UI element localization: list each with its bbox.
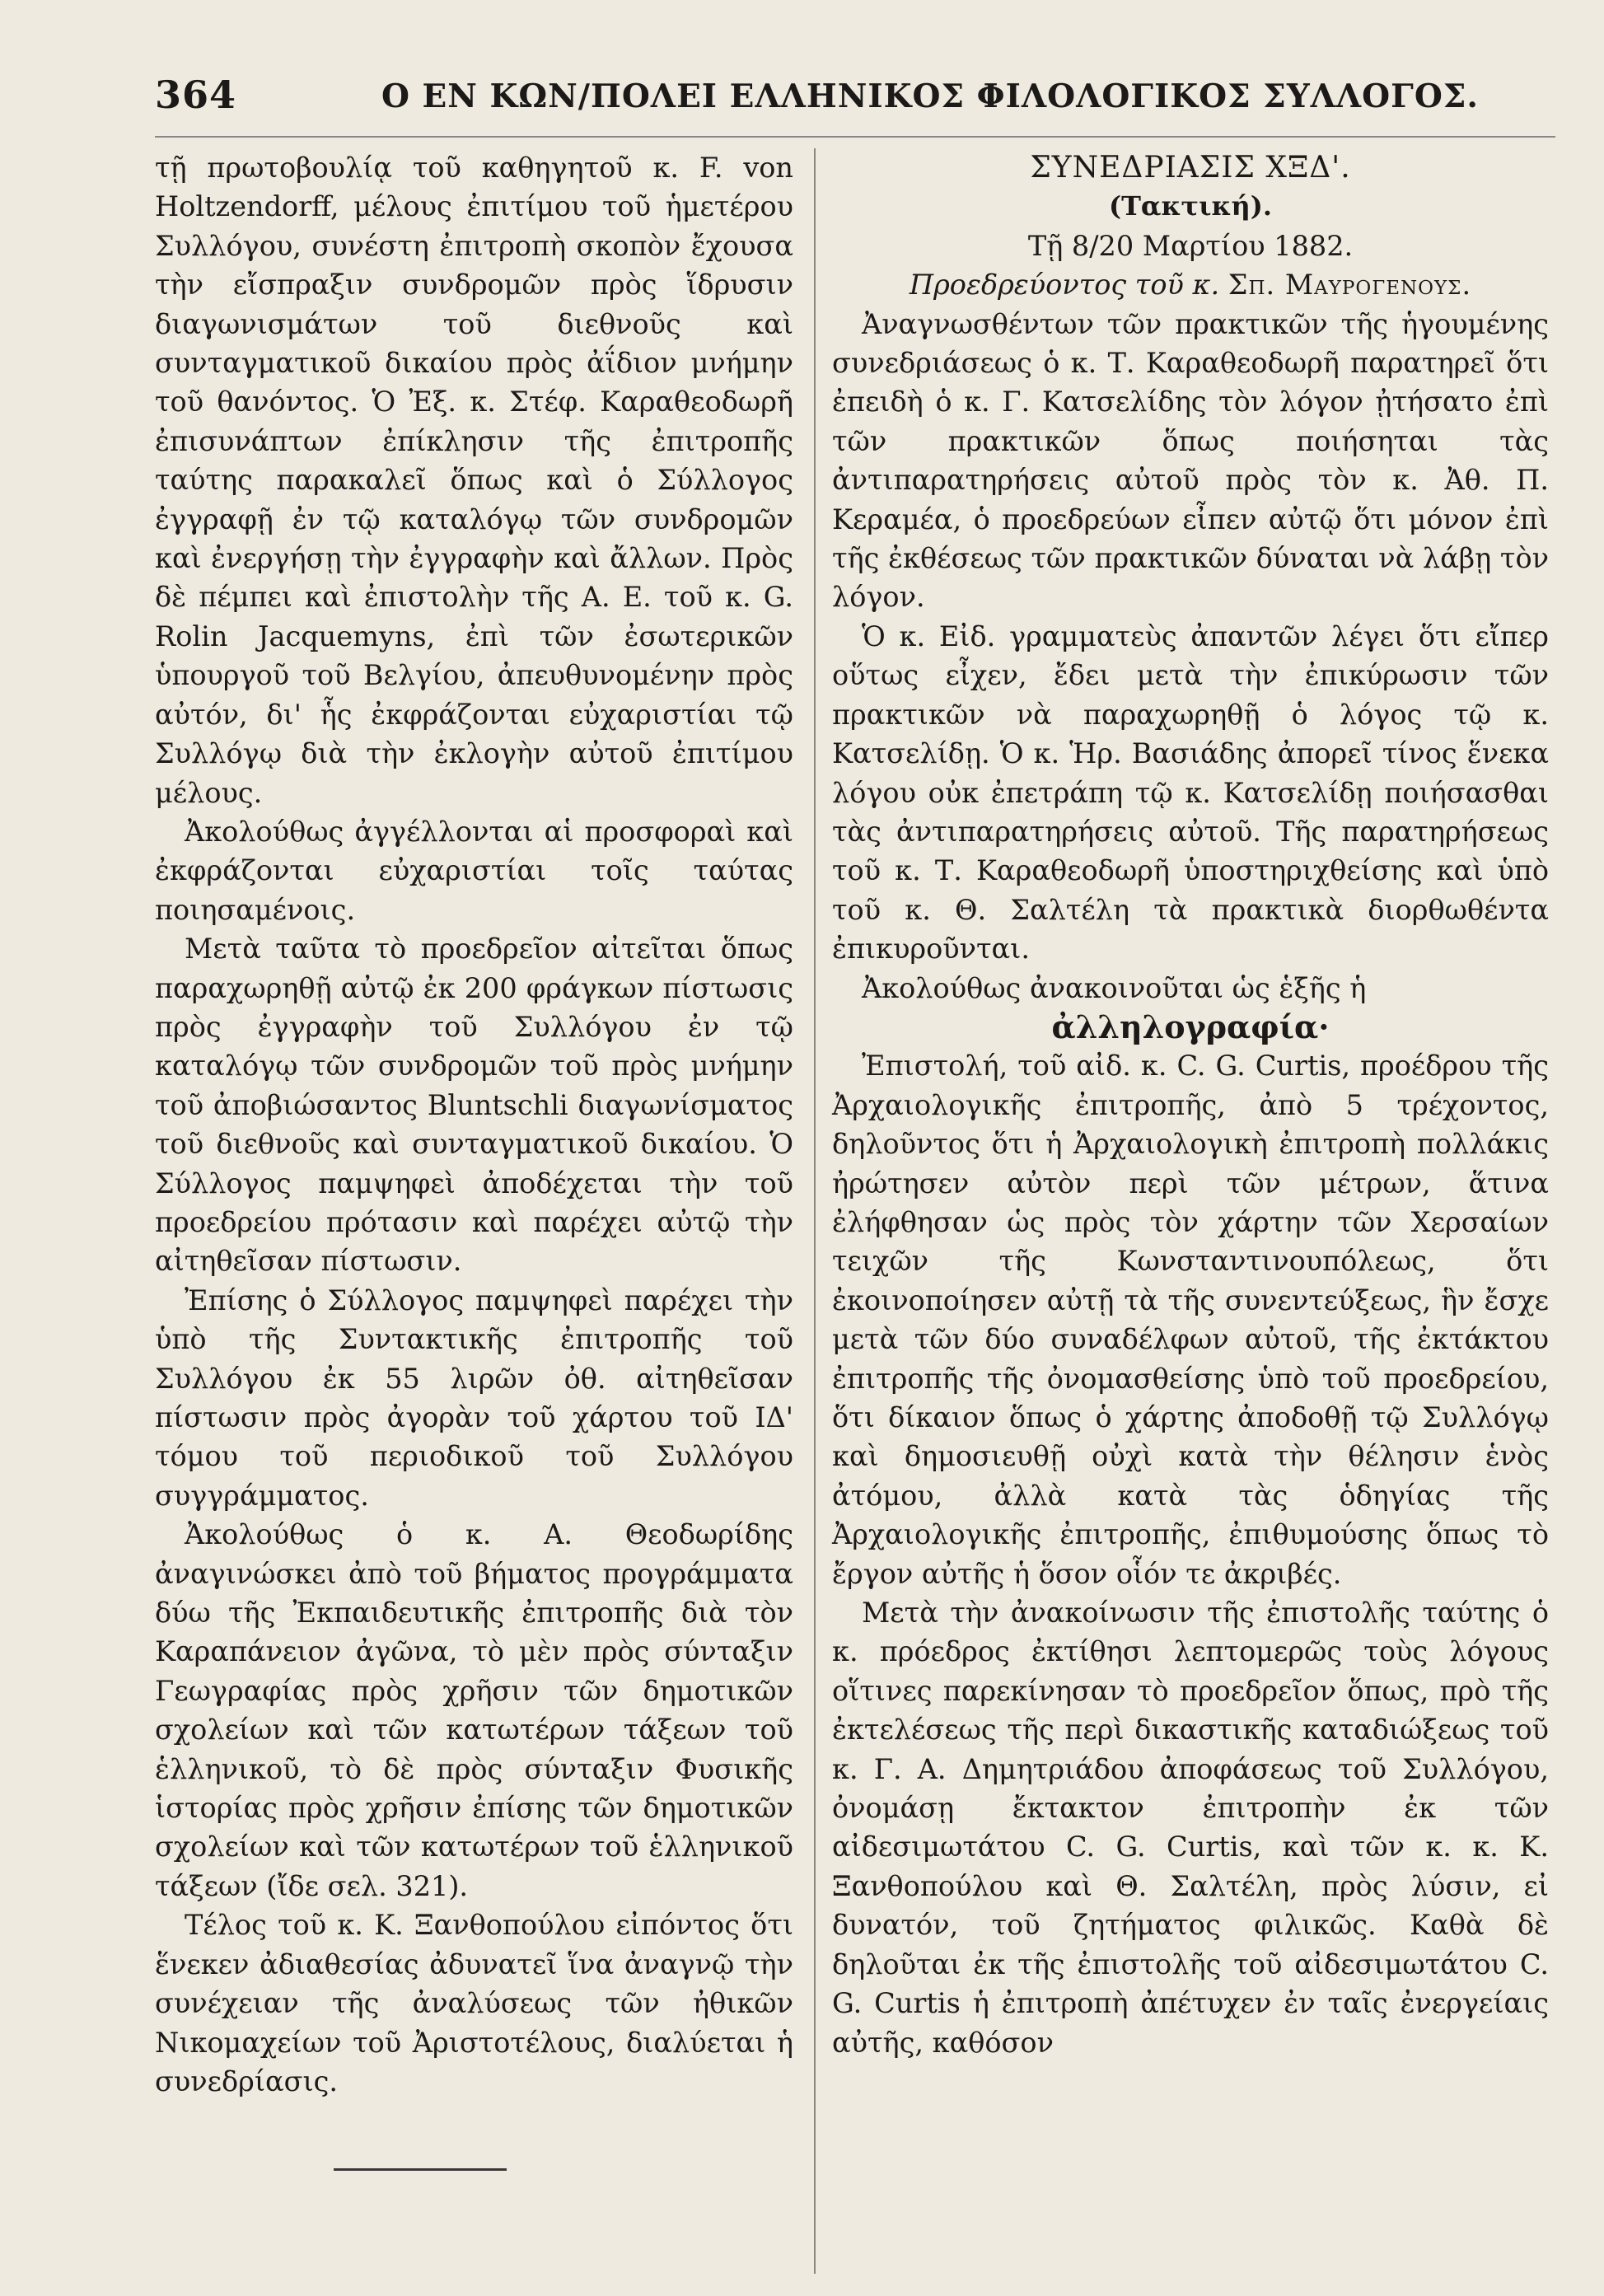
paragraph: Ἀκολούθως ὁ κ. Α. Θεοδωρίδης ἀναγινώσκει ἀπὸ τοῦ βήματος προγράμματα δύω τῆς Ἐκπαιδευτικῆς ἐπιτροπῆς διὰ τὸν Καραπάνειον ἀγῶνα, τὸ μὲν πρὸς σύνταξιν Γεωγραφίας πρὸς χρῆσιν τῶν δημοτικῶν σχολείων καὶ τῶν κατωτέρων τάξεων τοῦ ἑλληνικοῦ, τὸ δὲ πρὸς σύνταξιν Φυσικῆς ἱστορίας πρὸς χρῆσιν ἐπίσης τῶν δημοτικῶν σχολείων καὶ τῶν κατωτέρων τοῦ ἑλληνικοῦ τάξεων (ἴδε σελ. 321). <box>155 1518 793 1902</box>
paragraph: Μετὰ ταῦτα τὸ προεδρεῖον αἰτεῖται ὅπως παραχωρηθῇ αὐτῷ ἐκ 200 φράγκων πίστωσις πρὸς ἐγγραφὴν τοῦ Συλλόγου ἐν τῷ καταλόγῳ τῶν συνδρομῶν τοῦ πρὸς μνήμην τοῦ ἀποβιώσαντος Bluntschli διαγωνίσματος τοῦ διεθνοῦς καὶ συνταγματικοῦ δικαίου. Ὁ Σύλλογος παμψηφεὶ ἀποδέχεται τὴν τοῦ προεδρείου πρότασιν καὶ παρέχει αὐτῷ τὴν αἰτηθεῖσαν πίστωσιν. <box>155 933 793 1278</box>
paragraph: Ἀκολούθως ἀγγέλλονται αἱ προσφοραὶ καὶ ἐκφράζονται εὐχαριστίαι τοῖς ταύτας ποιησαμένοις. <box>155 815 793 926</box>
right-column <box>832 148 1549 2062</box>
left-column <box>155 148 793 2101</box>
session-title: ΣΥΝΕΔΡΙΑΣΙΣ ΧΞΔ'. <box>1030 151 1351 185</box>
paragraph: Ἀναγνωσθέντων τῶν πρακτικῶν τῆς ἡγουμένης συνεδριάσεως ὁ κ. Τ. Καραθεοδωρῆ παρατηρεῖ ὅτι ἐπειδὴ ὁ κ. Γ. Κατσελίδης τὸν λόγον ᾐτήσατο ἐπὶ τῶν πρακτικῶν ὅπως ποιήσηται τὰς ἀντιπαρατηρήσεις αὐτοῦ πρὸς τὸν κ. Ἀθ. Π. Κεραμέα, ὁ προεδρεύων εἶπεν αὐτῷ ὅτι μόνον ἐπὶ τῆς ἐκθέσεως τῶν πρακτικῶν δύναται νὰ λάβῃ τὸν λόγον. <box>832 307 1549 614</box>
presiding-line <box>832 265 1549 304</box>
session-type: (Τακτική). <box>1108 190 1273 222</box>
session-date: Τῇ 8/20 Μαρτίου 1882. <box>1027 229 1354 262</box>
column-divider <box>814 148 816 2274</box>
paragraph: Ἐπίσης ὁ Σύλλογος παμψηφεὶ παρέχει τὴν ὑπὸ τῆς Συντακτικῆς ἐπιτροπῆς τοῦ Συλλόγου ἐκ 55 λιρῶν ὀθ. αἰτηθεῖσαν πίστωσιν πρὸς ἀγορὰν τοῦ χάρτου τοῦ ΙΔ' τόμου τοῦ περιοδικοῦ τοῦ Συλλόγου συγγράμματος. <box>155 1284 793 1512</box>
page-number: 364 <box>155 72 237 117</box>
running-head <box>155 72 1547 130</box>
paragraph: Τέλος τοῦ κ. Κ. Ξανθοπούλου εἰπόντος ὅτι ἕνεκεν ἀδιαθεσίας ἀδυνατεῖ ἵνα ἀναγνῷ τὴν συνέχειαν τῆς ἀναλύσεως τῶν ἠθικῶν Νικομαχείων τοῦ Ἀριστοτέλους, διαλύεται ἡ συνεδρίασις. <box>155 1909 793 2097</box>
paragraph: Ὁ κ. Εἰδ. γραμματεὺς ἀπαντῶν λέγει ὅτι εἴπερ οὕτως εἶχεν, ἔδει μετὰ τὴν ἐπικύρωσιν τῶν πρακτικῶν νὰ παραχωρηθῇ ὁ λόγος τῷ κ. Κατσελίδῃ. Ὁ κ. Ἡρ. Βασιάδης ἀπορεῖ τίνος ἕνεκα λόγου οὐκ ἐπετράπη τῷ κ. Κατσελίδῃ ποιήσασθαι τὰς ἀντιπαρατηρήσεις αὐτοῦ. Τῆς παρατηρήσεως τοῦ κ. Τ. Καραθεοδωρῆ ὑποστηριχθείσης καὶ ὑπὸ τοῦ κ. Θ. Σαλτέλη τὰ πρακτικὰ διορθωθέντα ἐπικυροῦνται. <box>832 620 1549 966</box>
paragraph: Ἀκολούθως ἀνακοινοῦται ὡς ἑξῆς ἡ <box>862 971 1367 1004</box>
presiding-name: Σπ. Μαυρογενους. <box>1228 269 1472 302</box>
correspondence-heading: ἀλληλογραφία· <box>1051 1008 1330 1045</box>
end-of-session-rule <box>334 2168 507 2171</box>
paragraph: τῇ πρωτοβουλίᾳ τοῦ καθηγητοῦ κ. F. von Holtzendorff, μέλους ἐπιτίμου τοῦ ἡμετέρου Συλλόγου, συνέστη ἐπιτροπὴ σκοπὸν ἔχουσα τὴν εἴσπραξιν συνδρομῶν πρὸς ἵδρυσιν διαγωνισμάτων τοῦ διεθνοῦς καὶ συνταγματικοῦ δικαίου πρὸς ἀΐδιον μνήμην τοῦ θανόντος. Ὁ Ἐξ. κ. Στέφ. Καραθεοδωρῆ ἐπισυνάπτων ἐπίκλησιν τῆς ἐπιτροπῆς ταύτης παρακαλεῖ ὅπως καὶ ὁ Σύλλογος ἐγγραφῇ ἐν τῷ καταλόγῳ τῶν συνδρομῶν καὶ ἐνεργήσῃ τὴν ἐγγραφὴν καὶ ἄλλων. Πρὸς δὲ πέμπει καὶ ἐπιστολὴν τῆς Α. Ε. τοῦ κ. G. Rolin Jacquemyns, ἐπὶ τῶν ἐσωτερικῶν ὑπουργοῦ τοῦ Βελγίου, ἀπευθυνομένην πρὸς αὐτόν, δι' ἧς ἐκφράζονται εὐχαριστίαι τῷ Συλλόγῳ διὰ τὴν ἐκλογὴν αὐτοῦ ἐπιτίμου μέλους. <box>155 152 793 809</box>
presiding-label: Προεδρεύοντος τοῦ κ. <box>909 269 1220 302</box>
header-rule <box>155 136 1555 138</box>
paragraph: Μετὰ τὴν ἀνακοίνωσιν τῆς ἐπιστολῆς ταύτης ὁ κ. πρόεδρος ἐκτίθησι λεπτομερῶς τοὺς λόγους οἵτινες παρεκίνησαν τὸ προεδρεῖον ὅπως, πρὸ τῆς ἐκτελέσεως τῆς περὶ δικαστικῆς καταδιώξεως τοῦ κ. Γ. Α. Δημητριάδου ἀποφάσεως τοῦ Συλλόγου, ὀνομάσῃ ἔκτακτον ἐπιτροπὴν ἐκ τῶν αἰδεσιμωτάτου C. G. Curtis, καὶ τῶν κ. κ. Κ. Ξανθοπούλου καὶ Θ. Σαλτέλη, πρὸς λύσιν, εἰ δυνατόν, τοῦ ζητήματος φιλικῶς. Καθὰ δὲ δηλοῦται ἐκ τῆς ἐπιστολῆς τοῦ αἰδεσιμωτάτου C. G. Curtis ἡ ἐπιτροπὴ ἀπέτυχεν ἐν ταῖς ἐνεργείαις αὐτῆς, καθόσον <box>832 1597 1549 2059</box>
journal-title: Ο ΕΝ ΚΩΝ/ΠΟΛΕΙ ΕΛΛΗΝΙΚΟΣ ΦΙΛΟΛΟΓΙΚΟΣ ΣΥΛΛΟΓΟΣ. <box>381 77 1479 115</box>
paragraph: Ἐπιστολή, τοῦ αἰδ. κ. C. G. Curtis, προέδρου τῆς Ἀρχαιολογικῆς ἐπιτροπῆς, ἀπὸ 5 τρέχοντος, δηλοῦντος ὅτι ἡ Ἀρχαιολογικὴ ἐπιτροπὴ πολλάκις ἠρώτησεν αὐτὸν περὶ τῶν μέτρων, ἅτινα ἐλήφθησαν ὡς πρὸς τὸν χάρτην τῶν Χερσαίων τειχῶν τῆς Κωνσταντινουπόλεως, ὅτι ἐκοινοποίησεν αὐτῇ τὰ τῆς συνεντεύξεως, ἣν ἔσχε μετὰ τῶν δύο συναδέλφων αὐτοῦ, τῆς ἐκτάκτου ἐπιτροπῆς τῆς ὀνομασθείσης ὑπὸ τοῦ προεδρείου, ὅτι δίκαιον ὅπως ὁ χάρτης ἀποδοθῇ τῷ Συλλόγῳ καὶ δημοσιευθῇ οὐχὶ κατὰ τὴν θέλησιν ἑνὸς ἀτόμου, ἀλλὰ κατὰ τὰς ὁδηγίας τῆς Ἀρχαιολογικῆς ἐπιτροπῆς, ἐπιθυμούσης ὅπως τὸ ἔργον αὐτῆς ἡ ὅσον οἷόν τε ἀκριβές. <box>832 1050 1549 1590</box>
